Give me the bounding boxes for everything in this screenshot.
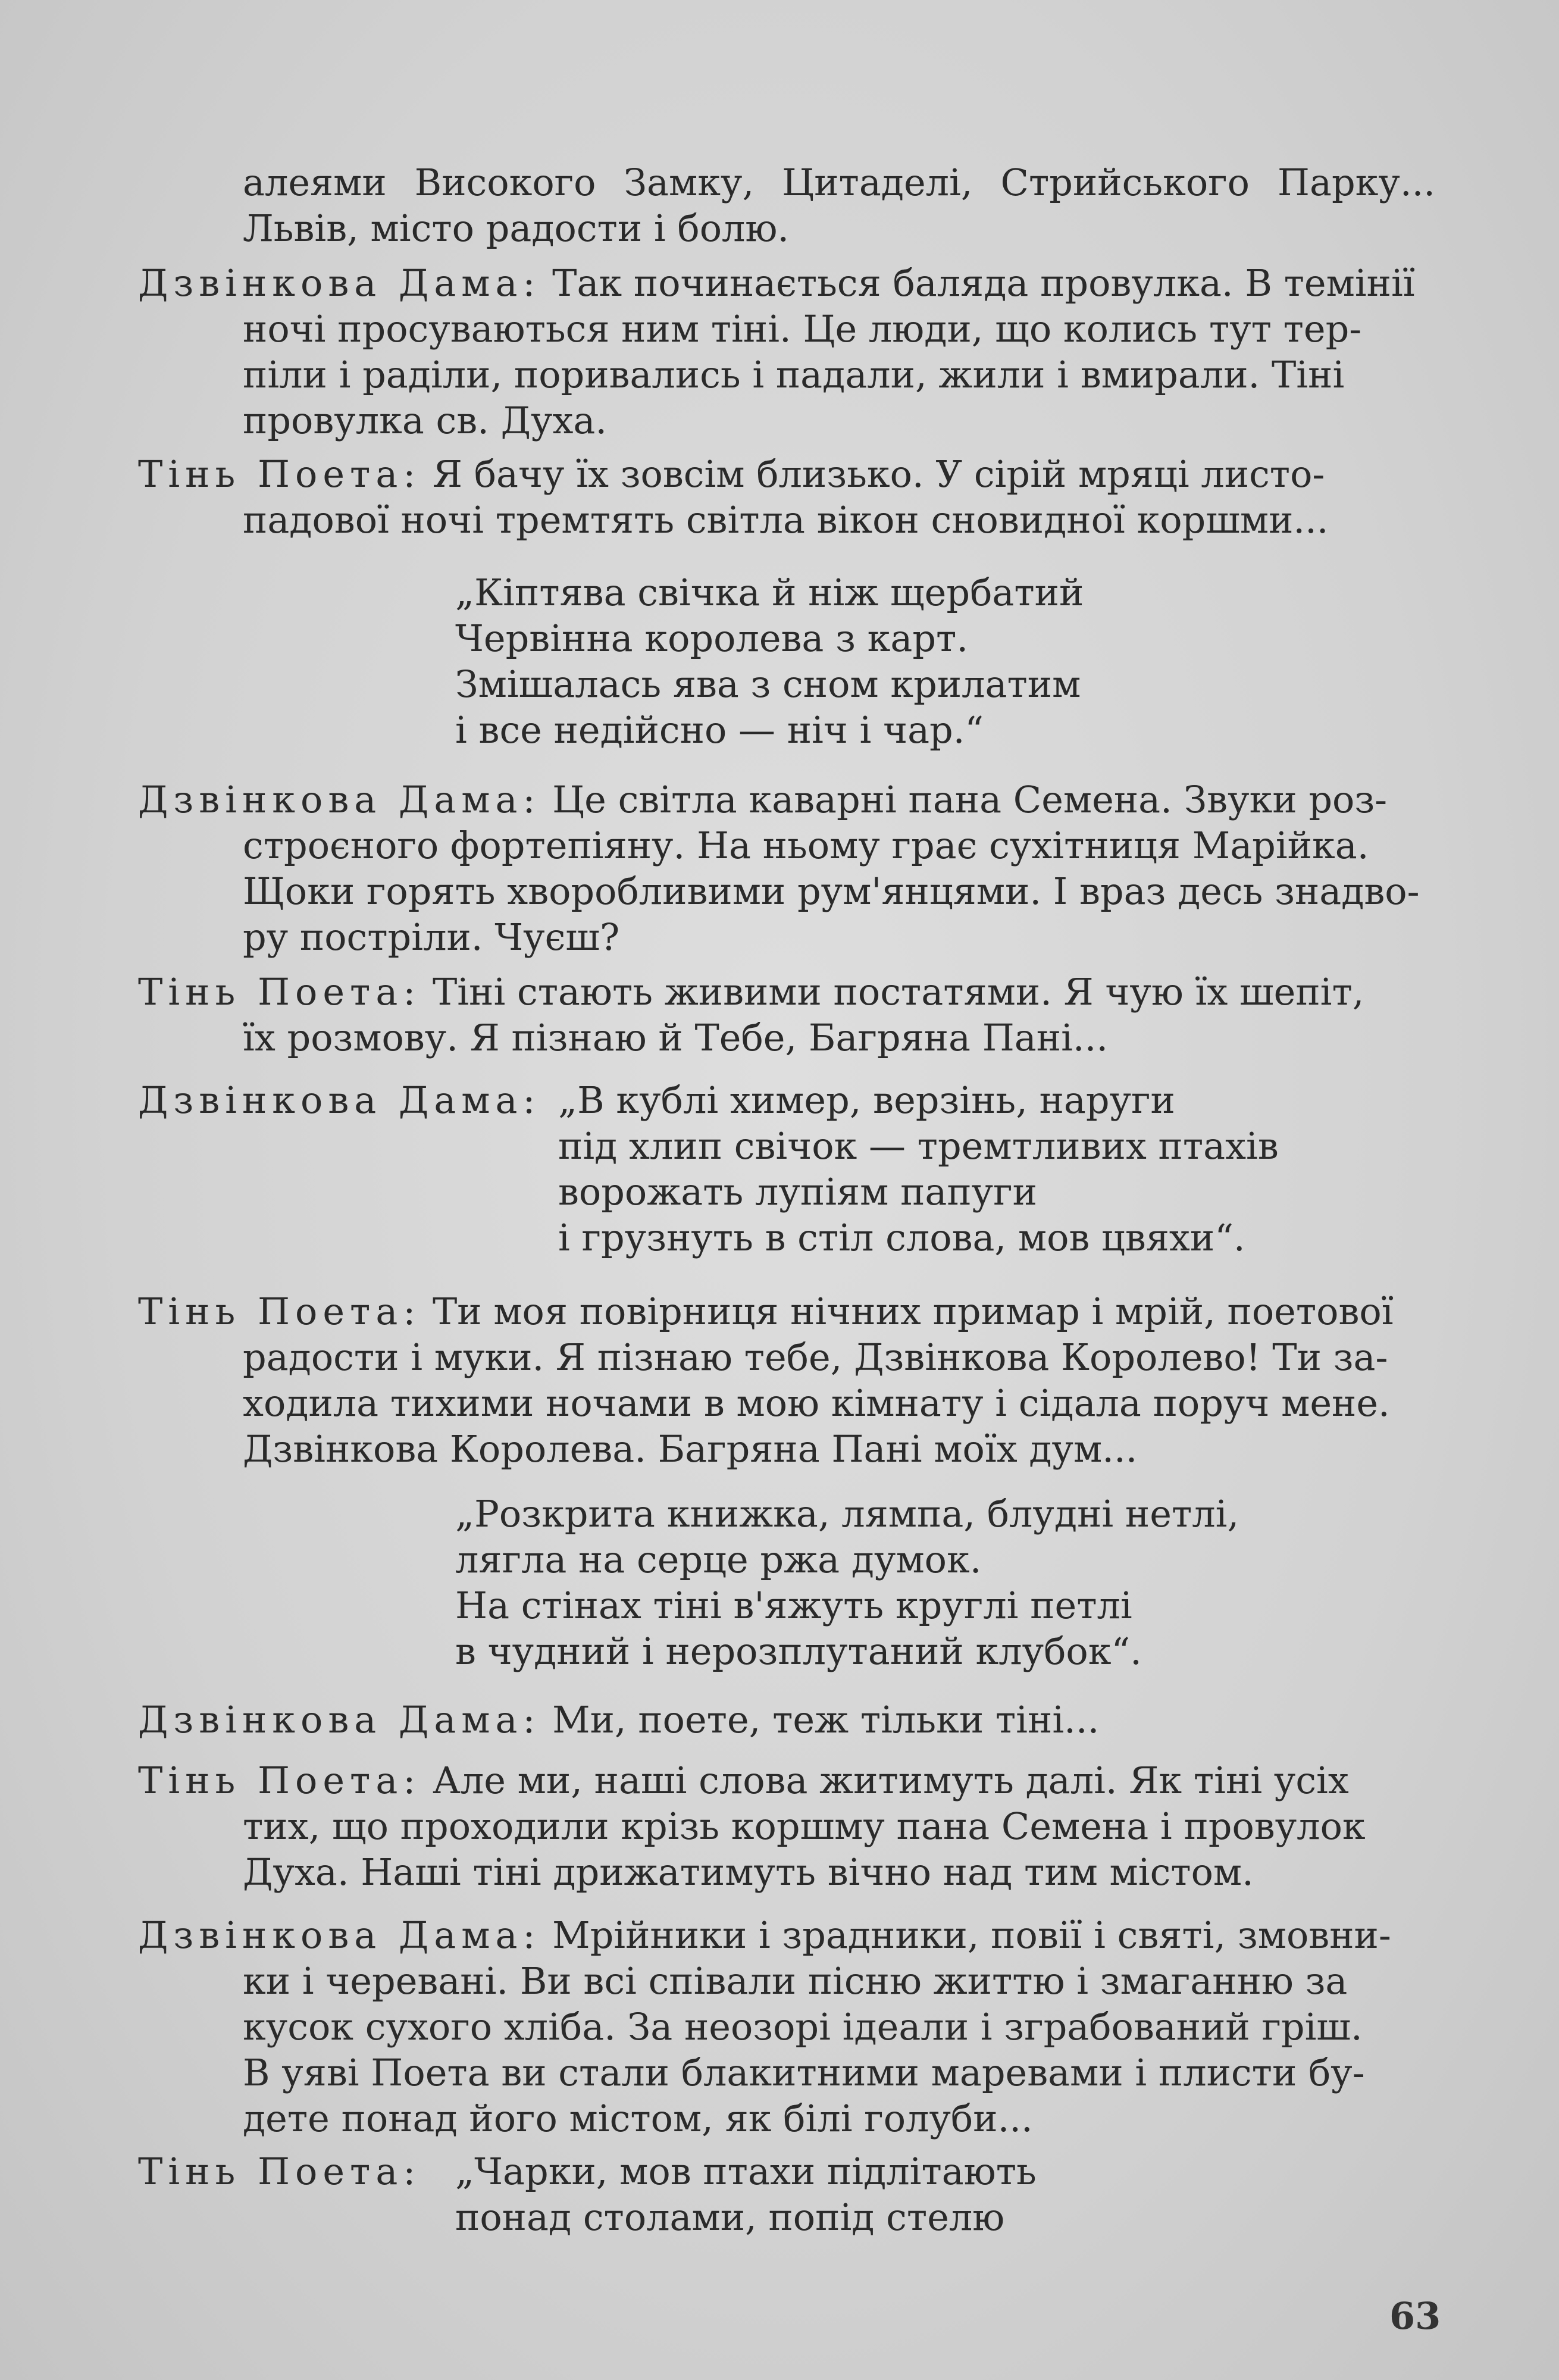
speaker-name: Дзвінкова Дама:	[138, 1698, 541, 1741]
verse	[455, 2148, 1037, 2240]
text-line: Щоки горять хворобливими рум'янцями. І враз десь знадво-	[243, 870, 1420, 913]
speaker-name: Дзвінкова Дама:	[138, 1913, 541, 1957]
speech-text: Це світла каварні пана Семена. Звуки роз-	[552, 778, 1388, 821]
speaker-name: Дзвінкова Дама:	[138, 778, 541, 821]
verse-line: лягла на серце ржа думок.	[455, 1538, 982, 1581]
verse-line: і все недійсно — ніч і чар.“	[455, 708, 984, 752]
text-line: ходила тихими ночами в мою кімнату і сідала поруч мене.	[243, 1381, 1390, 1425]
verse-line: понад столами, попід стелю	[455, 2196, 1005, 2239]
speaker-name: Тінь Поета:	[138, 1759, 421, 1802]
verse-speech	[138, 1077, 540, 1123]
speaker-name: Дзвінкова Дама:	[138, 1078, 541, 1122]
speech-paragraph	[138, 969, 1435, 1061]
verse-line: „Розкрита книжка, лямпа, блудні нетлі,	[455, 1492, 1239, 1535]
verse	[558, 1077, 1279, 1261]
verse-speech	[138, 2148, 421, 2194]
text-line	[138, 451, 1435, 497]
speech-text: Ми, поете, теж тільки тіні...	[552, 1698, 1100, 1741]
speech-paragraph	[138, 1757, 1435, 1895]
verse	[455, 1491, 1239, 1674]
speech-paragraph	[138, 777, 1435, 960]
page-number: 63	[1389, 2294, 1441, 2338]
verse-line: і грузнуть в стіл слова, мов цвяхи“.	[558, 1216, 1245, 1259]
verse-line: Червінна королева з карт.	[455, 617, 969, 660]
speaker-name: Тінь Поета:	[138, 1290, 421, 1333]
text-line	[138, 1757, 1435, 1803]
text-line: ки і черевані. Ви всі співали пісню життю і змаганню за	[243, 1959, 1348, 2003]
speech-text: Так починається баляда провулка. В темінії	[552, 261, 1415, 305]
speaker-name: Дзвінкова Дама:	[138, 261, 541, 305]
text-line: Духа. Наші тіні дрижатимуть вічно над тим містом.	[243, 1850, 1254, 1894]
verse-line: в чудний і нерозплутаний клубок“.	[455, 1630, 1142, 1673]
text-line	[138, 1697, 1435, 1743]
speaker-name: Тінь Поета:	[138, 970, 421, 1014]
text-line	[138, 1288, 1435, 1334]
text-line: Дзвінкова Королева. Багряна Пані моїх дум...	[243, 1427, 1138, 1471]
speech-text: Я бачу їх зовсім близько. У сірій мряці листо-	[432, 452, 1325, 496]
paragraph	[138, 159, 1435, 251]
speech-paragraph	[138, 260, 1435, 443]
verse-line: „Кіптява свічка й ніж щербатий	[455, 571, 1084, 614]
text-line: радости і муки. Я пізнаю тебе, Дзвінкова Королево! Ти за-	[243, 1336, 1388, 1379]
text-line: провулка св. Духа.	[243, 399, 608, 442]
speaker-name: Тінь Поета:	[138, 452, 421, 496]
text-line: кусок сухого хліба. За неозорі ідеали і зграбований гріш.	[243, 2005, 1363, 2049]
verse-line: під хлип свічок — тремтливих птахів	[558, 1124, 1279, 1168]
text-line: їх розмову. Я пізнаю й Тебе, Багряна Пані...	[243, 1016, 1109, 1059]
text-line: дете понад його містом, як білі голуби...	[243, 2097, 1033, 2140]
text-line: ру постріли. Чуєш?	[243, 915, 620, 959]
text-line: тих, що проходили крізь коршму пана Семена і провулок	[243, 1804, 1366, 1848]
speech-paragraph	[138, 1697, 1435, 1743]
speech-text: Мрійники і зрадники, повії і святі, змовни-	[552, 1913, 1391, 1957]
text-line: алеями Високого Замку, Цитаделі, Стрийського Парку...	[243, 161, 1435, 204]
verse-line: Змішалась ява з сном крилатим	[455, 662, 1081, 706]
text-line	[138, 260, 1435, 306]
text-line	[138, 777, 1435, 822]
text-line	[138, 969, 1435, 1015]
text-line: строєного фортепіяну. На ньому грає сухітниця Марійка.	[243, 824, 1369, 867]
speaker-name: Тінь Поета:	[138, 2150, 421, 2193]
speech-paragraph	[138, 1288, 1435, 1472]
verse-line: На стінах тіні в'яжуть круглі петлі	[455, 1584, 1132, 1627]
speech-paragraph	[138, 1912, 1435, 2141]
text-line: піли і раділи, поривались і падали, жили і вмирали. Тіні	[243, 353, 1345, 396]
speech-text: Але ми, наші слова житимуть далі. Як тіні усіх	[432, 1759, 1349, 1802]
text-line: ночі просуваються ним тіні. Це люди, що колись тут тер-	[243, 307, 1362, 351]
text-line: В уяві Поета ви стали блакитними маревами і плисти бу-	[243, 2051, 1365, 2094]
text-line: падової ночі тремтять світла вікон сновидної коршми...	[243, 498, 1329, 542]
text-line: Львів, місто радости і болю.	[243, 207, 790, 250]
speech-text: Ти моя повірниця нічних примар і мрій, поетової	[432, 1290, 1394, 1333]
verse-line: ворожать лупіям папуги	[558, 1170, 1037, 1214]
text-line	[138, 1912, 1435, 1958]
speech-paragraph	[138, 451, 1435, 543]
speech-text: Тіні стають живими постатями. Я чую їх шепіт,	[432, 970, 1364, 1014]
verse-line: „Чарки, мов птахи підлітають	[455, 2150, 1037, 2193]
verse	[455, 570, 1084, 753]
verse-line: „В кублі химер, верзінь, наруги	[558, 1078, 1175, 1122]
